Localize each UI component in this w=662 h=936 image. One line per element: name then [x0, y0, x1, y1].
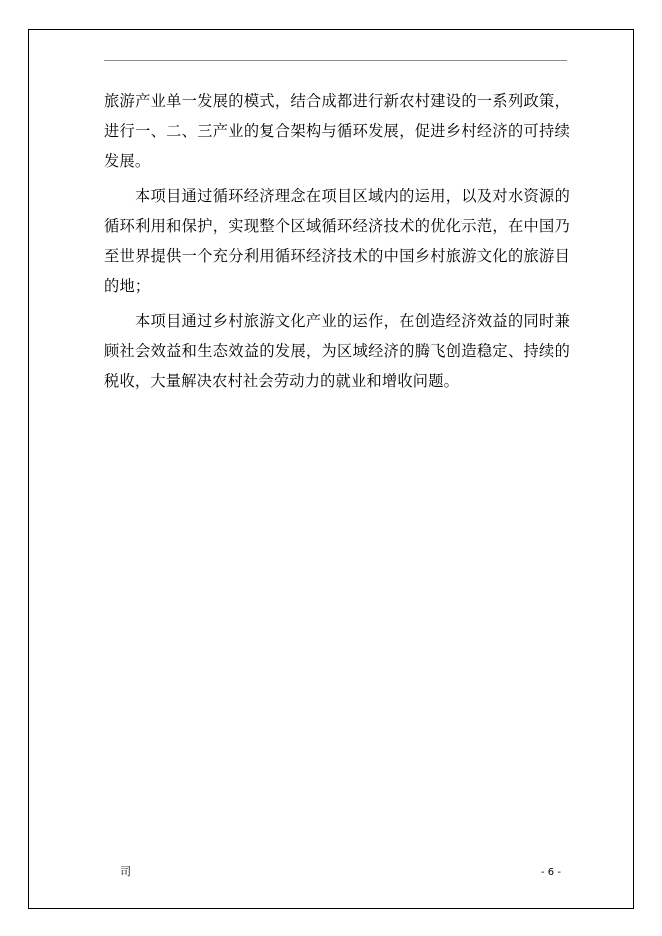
- paragraph-1: 旅游产业单一发展的模式，结合成都进行新农村建设的一系列政策，进行一、二、三产业的复合架构与循环发展，促进乡村经济的可持续发展。: [104, 92, 570, 170]
- header-rule: [104, 60, 567, 61]
- page-number: - 6 -: [541, 867, 561, 878]
- paragraph-2: 本项目通过循环经济理念在项目区域内的运用，以及对水资源的循环利用和保护，实现整个区域循环经济技术的优化示范，在中国乃至世界提供一个充分利用循环经济技术的中国乡村旅游文化的旅游目的地；: [104, 187, 570, 295]
- paragraph-3: 本项目通过乡村旅游文化产业的运作，在创造经济效益的同时兼顾社会效益和生态效益的发展，为区域经济的腾飞创造稳定、持续的税收，大量解决农村社会劳动力的就业和增收问题。: [104, 312, 570, 390]
- footer-company-fragment: 司: [120, 865, 131, 878]
- body-text: [104, 86, 570, 396]
